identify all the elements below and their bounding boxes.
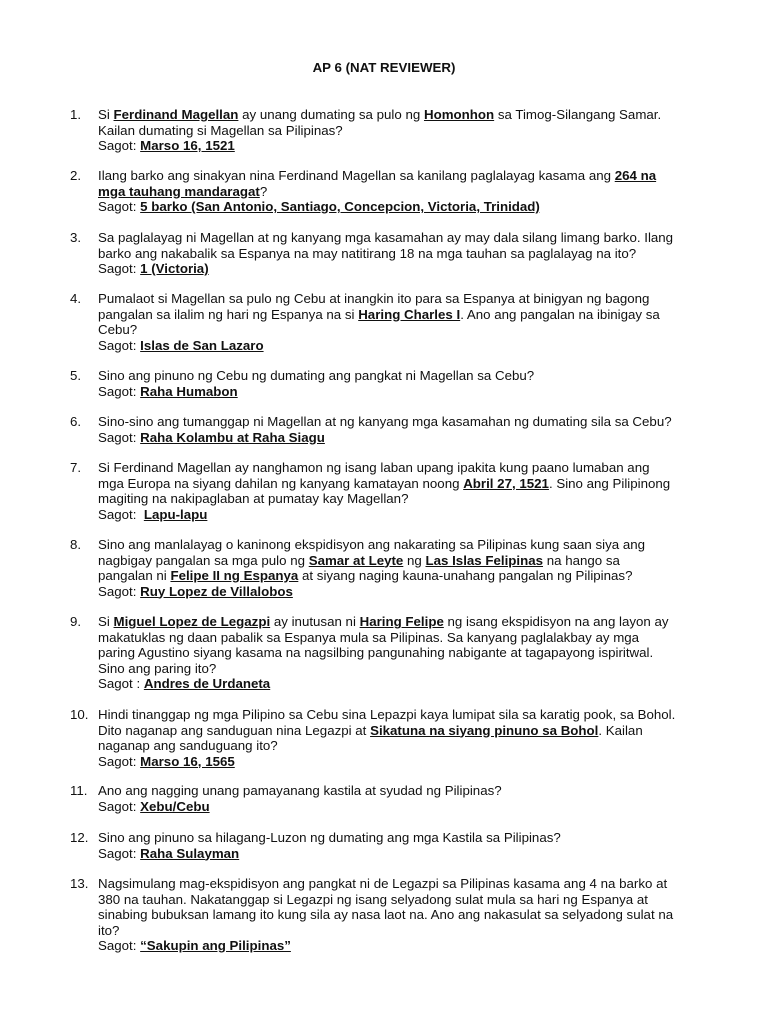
question-4 [70, 291, 720, 353]
question-number: 9. [70, 614, 82, 629]
question-text: Ilang barko ang sinakyan nina Ferdinand Magellan sa kanilang paglalayag kasama ang 264 na mga tauhang mandaragat? [98, 168, 657, 199]
question-6 [70, 414, 720, 445]
question-number: 8. [70, 537, 82, 552]
answer-line: Sagot: Ruy Lopez de Villalobos [98, 583, 293, 599]
question-number: 6. [70, 414, 82, 429]
question-11 [70, 783, 720, 814]
question-number: 3. [70, 230, 82, 245]
question-number: 11. [70, 783, 88, 798]
question-number: 2. [70, 168, 82, 183]
answer: Lapu-lapu [143, 506, 208, 522]
answer: Raha Humabon [140, 383, 238, 399]
question-5 [70, 368, 720, 399]
question-8 [70, 537, 720, 599]
answer-line: Sagot: Raha Humabon [98, 383, 238, 399]
question-text: Sino ang pinuno sa hilagang-Luzon ng dumating ang mga Kastila sa Pilipinas? [98, 830, 561, 845]
answer-line: Sagot: Lapu-lapu [98, 506, 208, 522]
question-10 [70, 707, 720, 769]
question-number: 4. [70, 291, 82, 306]
question-text: Sino ang manlalayag o kaninong ekspidisyon ang nakarating sa Pilipinas kung saan siya ang nagbigay pangalan sa mga pulo ng Samar at Leyte ng Las Islas Felipinas na hango sa pangalan ni Felipe II ng Espanya at siyang naging kauna-unahang pangalan ng Pilipinas? [98, 537, 646, 583]
answer-line: Sagot: “Sakupin ang Pilipinas” [98, 938, 291, 953]
question-text: Hindi tinanggap ng mga Pilipino sa Cebu sina Lepazpi kaya lumipat sila sa karatig pook, sa Bohol. Dito naganap ang sanduguan nina Legazpi at Sikatuna na siyang pinuno sa Bohol. Kailan naganap ang sanduguang ito? [98, 707, 676, 753]
answer-line: Sagot: 1 (Victoria) [98, 261, 209, 276]
answer-line: Sagot: Islas de San Lazaro [98, 337, 264, 353]
question-number: 5. [70, 368, 82, 383]
answer-line: Sagot: Xebu/Cebu [98, 798, 210, 814]
answer: Marso 16, 1521 [140, 138, 235, 153]
answer-line: Sagot: Marso 16, 1521 [98, 138, 235, 153]
answer: Andres de Urdaneta [143, 676, 271, 691]
answer: Raha Sulayman [140, 845, 240, 861]
question-7 [70, 460, 720, 522]
question-text: Sino-sino ang tumanggap ni Magellan at ng kanyang mga kasamahan ng dumating sila sa Cebu? [98, 414, 672, 429]
answer: “Sakupin ang Pilipinas” [140, 938, 291, 953]
question-text: Sa paglalayag ni Magellan at ng kanyang mga kasamahan ay may dala silang limang barko. Ilang barko ang nakabalik sa Espanya na may natitirang 18 na mga tauhan sa paglalayag na ito? [98, 230, 674, 261]
answer-line: Sagot: 5 barko (San Antonio, Santiago, Concepcion, Victoria, Trinidad) [98, 199, 540, 214]
question-text: Sino ang pinuno ng Cebu ng dumating ang pangkat ni Magellan sa Cebu? [98, 368, 535, 383]
question-number: 12. [70, 830, 89, 845]
question-number: 1. [70, 107, 82, 122]
question-number: 7. [70, 460, 82, 475]
question-text: Si Ferdinand Magellan ay unang dumating sa pulo ng Homonhon sa Timog-Silangang Samar. Kailan dumating si Magellan sa Pilipinas? [98, 107, 662, 138]
answer: Xebu/Cebu [140, 798, 210, 814]
question-9 [70, 614, 720, 692]
question-1 [70, 107, 720, 154]
question-3 [70, 230, 720, 277]
answer: Islas de San Lazaro [140, 337, 264, 353]
answer-line: Sagot : Andres de Urdaneta [98, 676, 271, 691]
question-13 [70, 876, 720, 954]
question-number: 13. [70, 876, 89, 891]
answer: Marso 16, 1565 [140, 753, 235, 769]
answer-line: Sagot: Marso 16, 1565 [98, 753, 235, 769]
answer-line: Sagot: Raha Sulayman [98, 845, 240, 861]
question-text: Ano ang nagging unang pamayanang kastila at syudad ng Pilipinas? [98, 783, 502, 798]
answer: Ruy Lopez de Villalobos [140, 583, 293, 599]
question-text: Nagsimulang mag-ekspidisyon ang pangkat ni de Legazpi sa Pilipinas kasama ang 4 na barko at 380 na tauhan. Nakatanggap si Legazpi ng isang selyadong sulat mula sa hari ng Espanya at sinabing bubuksan lamang ito kung sila ay nasa laot na. Ano ang nakasulat sa selyadong sulat na ito? [98, 876, 674, 938]
answer: Raha Kolambu at Raha Siagu [140, 429, 325, 445]
question-text: Pumalaot si Magellan sa pulo ng Cebu at inangkin ito para sa Espanya at binigyan ng bagong pangalan sa ilalim ng hari ng Espanya na si Haring Charles I. Ano ang pangalan na ibinigay sa Cebu? [98, 291, 660, 337]
document-title: AP 6 (NAT REVIEWER) [312, 60, 456, 75]
answer: 1 (Victoria) [140, 261, 209, 276]
question-12 [70, 830, 720, 861]
question-text: Si Ferdinand Magellan ay nanghamon ng isang laban upang ipakita kung paano lumaban ang mga Europa na siyang dahilan ng kanyang kamatayan noong Abril 27, 1521. Sino ang Pilipinong magiting na nakipaglaban at pumatay kay Magellan? [98, 460, 671, 506]
answer-line: Sagot: Raha Kolambu at Raha Siagu [98, 429, 325, 445]
question-number: 10. [70, 707, 89, 722]
question-2 [70, 168, 720, 215]
answer: 5 barko (San Antonio, Santiago, Concepcion, Victoria, Trinidad) [140, 199, 540, 214]
question-text: Si Miguel Lopez de Legazpi ay inutusan ni Haring Felipe ng isang ekspidisyon na ang layon ay makatuklas ng daan pabalik sa Espanya mula sa Pilipinas. Sa kanyang paglalakbay ay mga paring Agustino siyang kasama na nagsilbing pangunahing nabigante at tagapayong ispiritwal. Sino ang paring ito? [98, 614, 669, 676]
